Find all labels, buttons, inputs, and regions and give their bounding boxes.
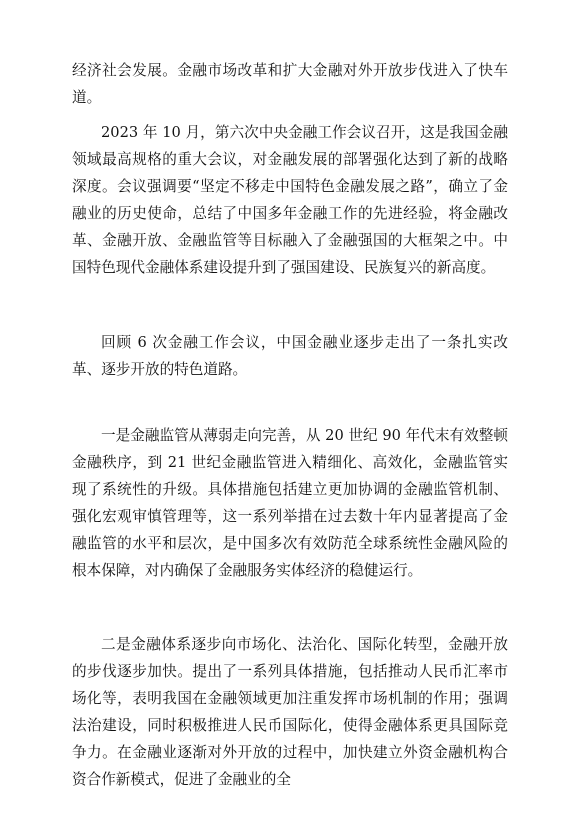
paragraph-review: 回顾 6 次金融工作会议，中国金融业逐步走出了一条扎实改革、逐步开放的特色道路。: [72, 334, 508, 378]
paragraph-opening: 二是金融体系逐步向市场化、法治化、国际化转型，金融开放的步伐逐步加快。提出了一系列具体措施，包括推动人民币汇率市场化等，表明我国在金融领域更加注重发挥市场机制的作用；强调法治建设，同时积极推进人民币国际化，使得金融体系更具国际竞争力。在金融业逐渐对外开放的过程中，加快建立外资金融机构合资合作新模式，促进了金融业的全: [72, 636, 508, 788]
paragraph-continuation: 经济社会发展。金融市场改革和扩大金融对外开放步伐进入了快车道。: [72, 62, 508, 106]
paragraph-supervision: 一是金融监管从薄弱走向完善，从 20 世纪 90 年代末有效整顿金融秩序，到 21 世纪金融监管进入精细化、高效化，金融监管实现了系统性的升级。具体措施包括建立更加协调的金融监管机制、强化宏观审慎管理等，这一系列举措在过去数十年内显著提高了金融监管的水平和层次，是中国多次有效防范全球系统性金融风险的根本保障，对内确保了金融服务实体经济的稳健运行。: [72, 427, 508, 579]
paragraph-2023-conference: 2023 年 10 月，第六次中央金融工作会议召开，这是我国金融领域最高规格的重大会议，对金融发展的部署强化达到了新的战略深度。会议强调要“坚定不移走中国特色金融发展之路”，确立了金融业的历史使命，总结了中国多年金融工作的先进经验，将金融改革、金融开放、金融监管等目标融入了金融强国的大框架之中。中国特色现代金融体系建设提升到了强国建设、民族复兴的新高度。: [72, 124, 508, 276]
